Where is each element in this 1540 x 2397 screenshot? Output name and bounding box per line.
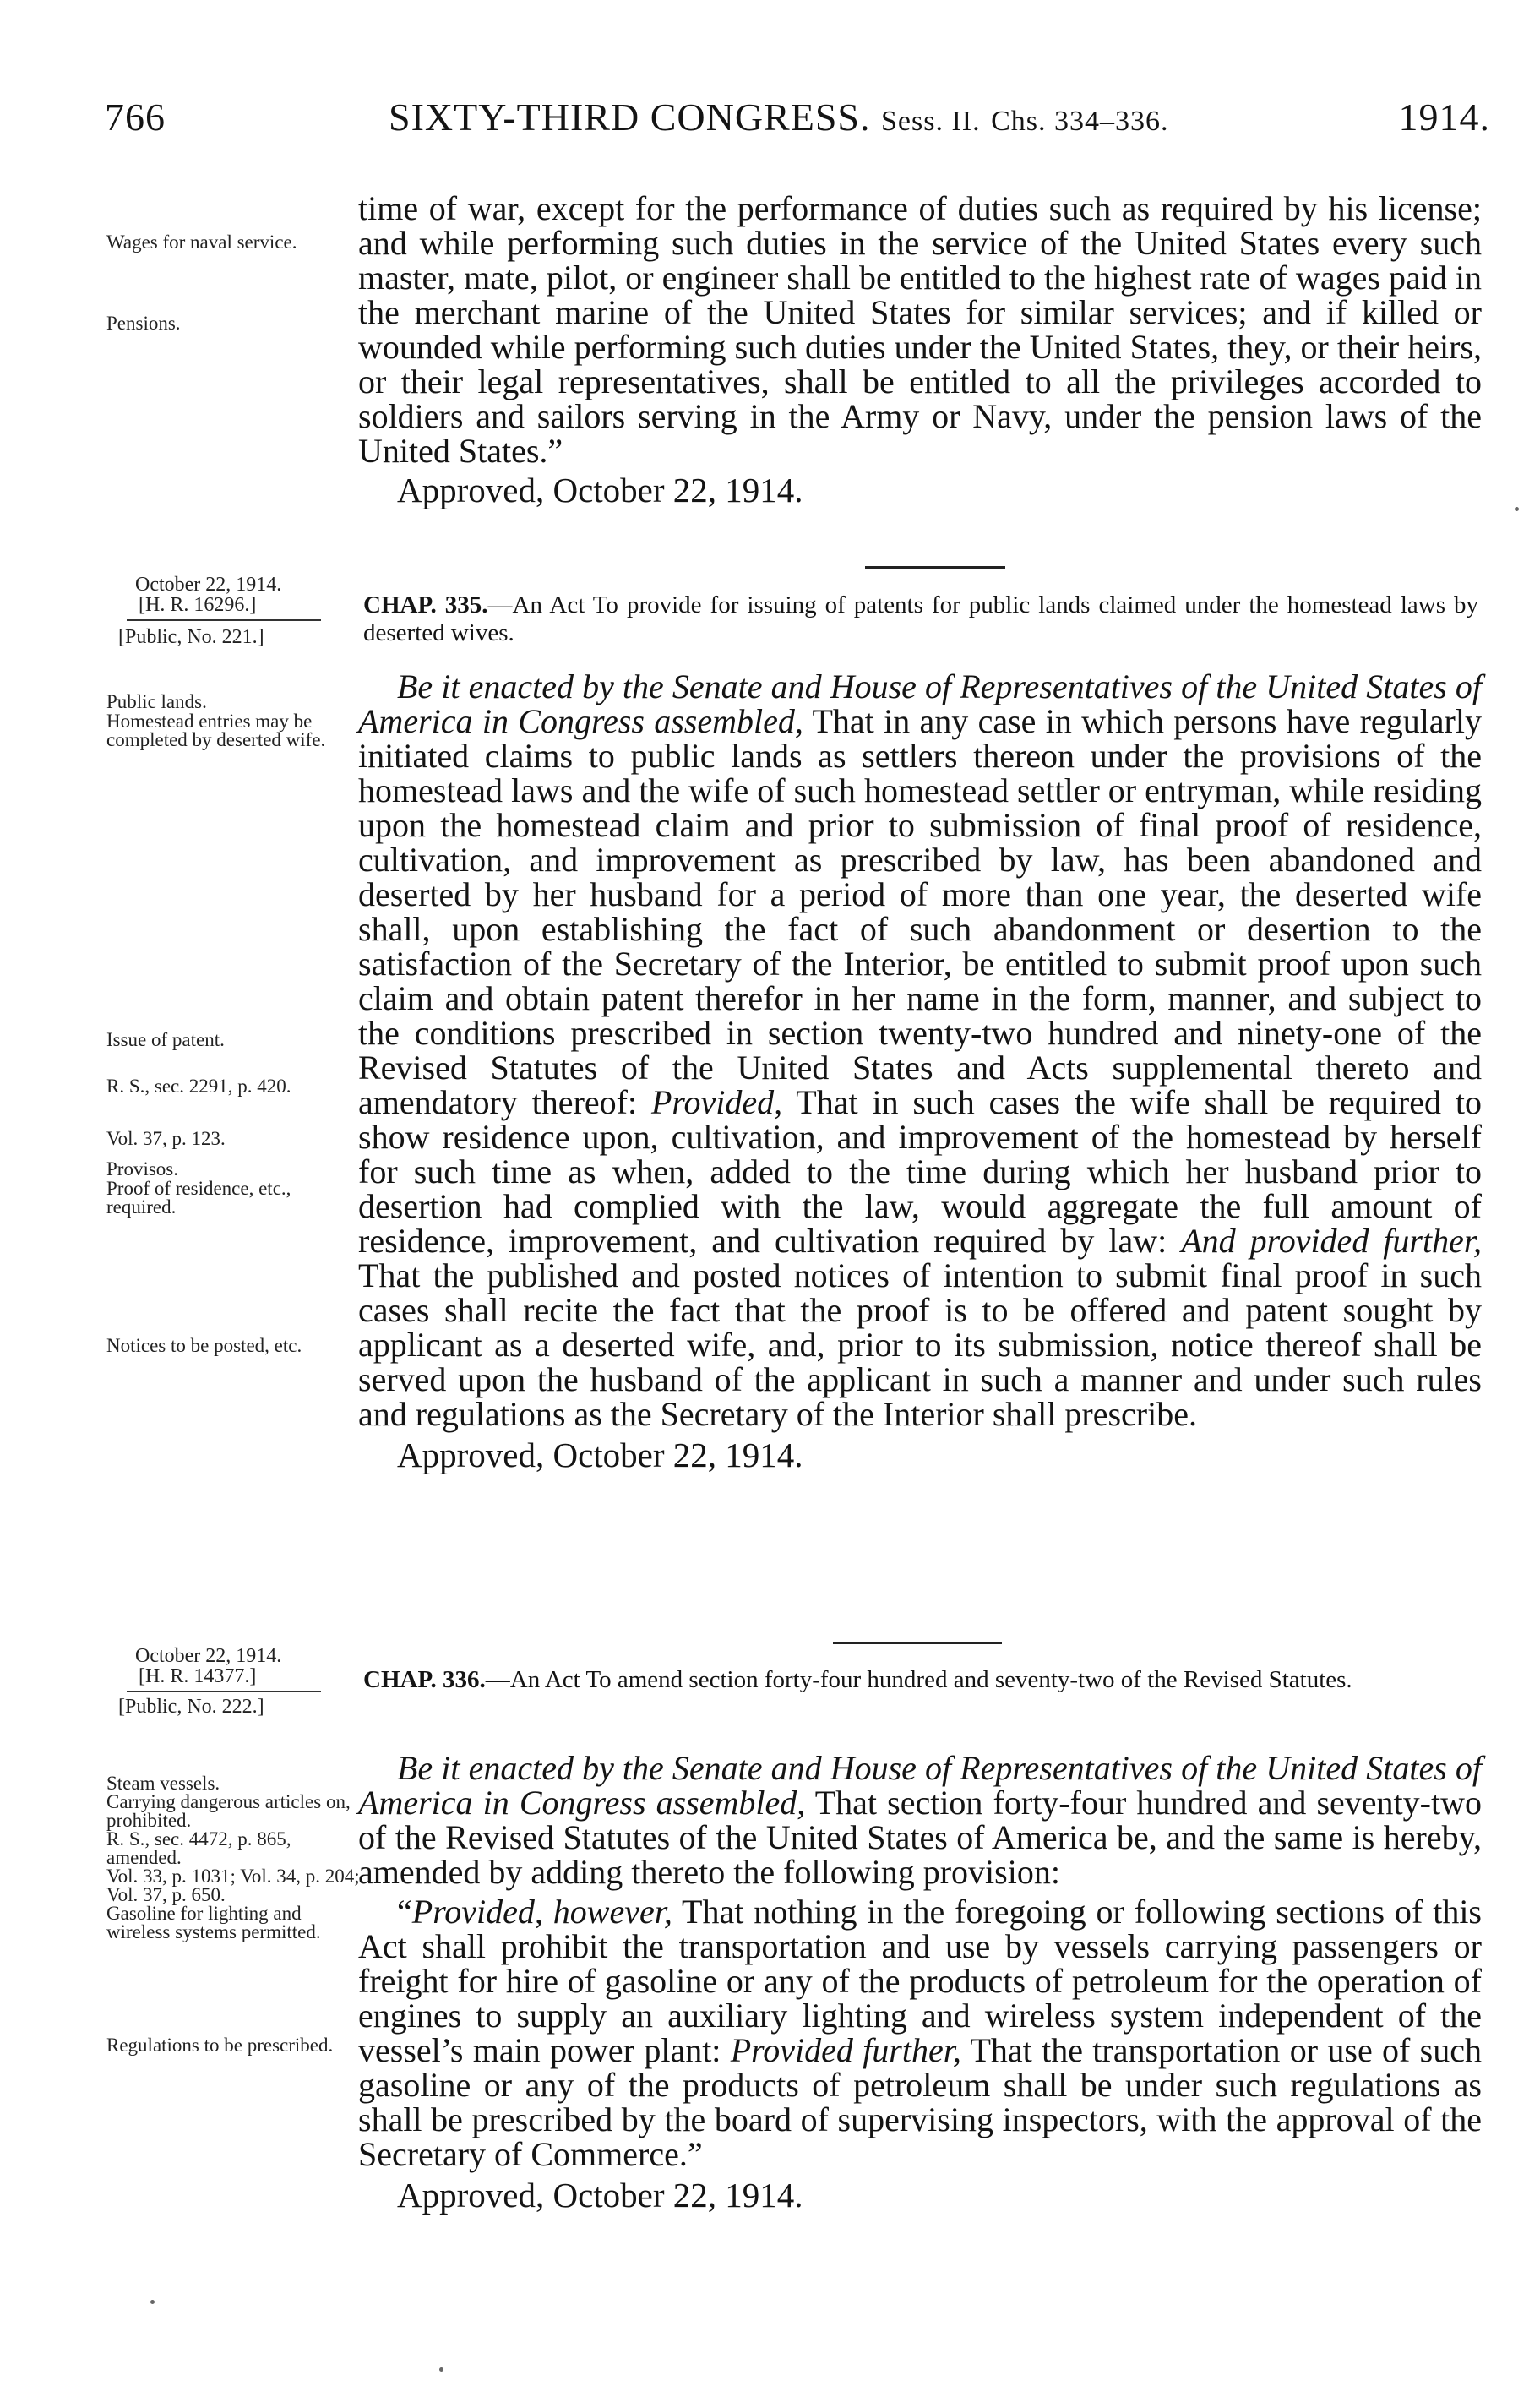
section-divider (833, 1642, 1002, 1644)
margin-note-homestead: Homestead entries may be completed by deserted wife. (106, 711, 326, 750)
running-header (105, 95, 1490, 154)
margin-note-steam-vessels: Steam vessels. (106, 1773, 220, 1794)
chapter-335-heading (363, 591, 1478, 647)
chapter-336-paragraph-1 (358, 1751, 1482, 1889)
page-number: 766 (105, 95, 166, 139)
header-year: 1914. (1398, 95, 1490, 139)
chapter-336-provided-further: Provided further, (730, 2031, 961, 2069)
chapter-336-paragraph-2 (358, 1894, 1482, 2171)
margin-note-carrying: Carrying dangerous articles on, prohibited. (106, 1791, 351, 1831)
chapter-335-bill: [H. R. 16296.] (139, 594, 257, 616)
chapter-336-enacting-clause: Be it enacted by the Senate and House of Representatives of the United States of America in Congress assembled, (358, 1749, 1482, 1822)
chapter-336-body (358, 1751, 1482, 2214)
chapter-336-body-2: That nothing in the foregoing or following sections of this Act shall prohibit the transportation and use by vessels carrying passengers or freight for hire of gasoline or any of the products of petroleum for the operation of engines to supply an auxiliary lighting and wireless system independent of the vessel’s main power plant: (358, 1893, 1482, 2069)
chapter-335-public: [Public, No. 221.] (118, 626, 264, 648)
scan-speck (150, 2300, 155, 2304)
bill-rule (127, 1691, 321, 1692)
margin-note-provisos: Provisos. (106, 1158, 178, 1179)
margin-note-regulations: Regulations to be prescribed. (106, 2035, 334, 2056)
chapter-335-provided-further: And provided further, (1181, 1222, 1482, 1260)
chapter-336-label: CHAP. 336. (363, 1666, 486, 1693)
scan-speck (1515, 507, 1519, 511)
margin-note-notices: Notices to be posted, etc. (106, 1335, 302, 1356)
margin-note-wages: Wages for naval service. (106, 232, 297, 253)
header-congress: SIXTY-THIRD CONGRESS. (389, 95, 871, 139)
chapter-335-date: October 22, 1914. (135, 574, 282, 596)
chapter-336-bill: [H. R. 14377.] (139, 1665, 257, 1687)
chapter-336-body-1: That section forty-four hundred and seventy-two of the Revised Statutes of the United States of America be, and the same is hereby, amended by adding thereto the following provision: (358, 1784, 1482, 1891)
chapter-335-approved: Approved, October 22, 1914. (397, 1435, 803, 1474)
chapter-336-quote-open: “ (397, 1893, 412, 1931)
chapter-335-body-3: That the published and posted notices of intention to submit final proof in such cases shall recite the fact that the proof is to be offered and patent sought by applicant as a deserted wife, and, prior to its submission, notice thereof shall be served upon the husband of the applicant in such a manner and under such rules and regulations as the Secretary of the Interior shall prescribe. (358, 1256, 1482, 1433)
chapter-336-provided-however: Provided, however, (411, 1893, 672, 1931)
margin-note-pensions: Pensions. (106, 313, 181, 334)
header-title (389, 95, 1169, 139)
chapter-334-tail (358, 191, 1482, 509)
margin-note-gasoline: Gasoline for lighting and wireless systems permitted. (106, 1903, 321, 1942)
scan-speck (439, 2367, 443, 2372)
margin-note-rs-2291: R. S., sec. 2291, p. 420. (106, 1076, 291, 1097)
margin-note-vols: Vol. 33, p. 1031; Vol. 34, p. 204; Vol. 37, p. 650. (106, 1866, 360, 1905)
chapter-335-provided: Provided, (650, 1083, 783, 1121)
chapter-335-label: CHAP. 335. (363, 591, 488, 618)
chapter-334-approved: Approved, October 22, 1914. (397, 471, 803, 509)
chapter-335-title: —An Act To provide for issuing of patents for public lands claimed under the homestead laws by deserted wives. (363, 591, 1478, 646)
chapter-335-body-2: That in such cases the wife shall be required to show residence upon, cultivation, and improvement of the homestead by herself for such time as when, added to the time during which her husband prior to desertion had complied with the law, would aggregate the full amount of residence, improvement, and cultivation required by law: (358, 1083, 1482, 1260)
chapter-336-title: —An Act To amend section forty-four hundred and seventy-two of the Revised Statutes. (485, 1666, 1352, 1693)
chapter-336-body-3: That the transportation or use of such gasoline or any of the products of petroleum shall be under such regulations as shall be prescribed by the board of supervising inspectors, with the approval of the Secretary of Commerce.” (358, 2031, 1482, 2173)
bill-rule (127, 619, 321, 621)
chapter-335-enacting-clause: Be it enacted by the Senate and House of Representatives of the United States of America in Congress assembled, (358, 667, 1482, 740)
chapter-335-paragraph (358, 669, 1482, 1431)
margin-note-vol-37: Vol. 37, p. 123. (106, 1128, 226, 1149)
margin-note-proof: Proof of residence, etc., required. (106, 1178, 291, 1218)
margin-note-issue-of-patent: Issue of patent. (106, 1029, 225, 1050)
chapter-336-public: [Public, No. 222.] (118, 1696, 264, 1718)
header-session: Sess. II. (880, 106, 981, 137)
header-chapters: Chs. 334–336. (991, 106, 1169, 137)
margin-note-rs-4472: R. S., sec. 4472, p. 865, amended. (106, 1828, 291, 1868)
chapter-334-text: time of war, except for the performance of duties such as required by his license; and while performing such duties in the service of the United States every such master, mate, pilot, or engineer shall be entitled to the highest rate of wages paid in the merchant marine of the United States for similar services; and if killed or wounded while performing such duties under the United States, they, or their heirs, or their legal representatives, shall be entitled to all the privileges accorded to soldiers and sailors serving in the Army or Navy, under the pension laws of the United States.” (358, 189, 1482, 470)
chapter-335-body (358, 669, 1482, 1474)
chapter-336-heading (363, 1666, 1478, 1694)
chapter-336-approved: Approved, October 22, 1914. (397, 2176, 803, 2215)
chapter-336-date: October 22, 1914. (135, 1645, 282, 1667)
section-divider (865, 566, 1005, 569)
margin-note-public-lands: Public lands. (106, 691, 207, 712)
chapter-335-body-1: That in any case in which persons have regularly initiated claims to public lands as settlers thereon under the provisions of the homestead laws and the wife of such homestead settler or entryman, while residing upon the homestead claim and prior to submission of final proof of residence, cultivation, and improvement as prescribed by law, has been abandoned and deserted by her husband for a period of more than one year, the deserted wife shall, upon establishing the fact of such abandonment or desertion to the satisfaction of the Secretary of the Interior, be entitled to submit proof upon such claim and obtain patent therefor in her name in the form, manner, and subject to the conditions prescribed in section twenty-two hundred and ninety-one of the Revised Statutes of the United States and Acts supplemental thereto and amendatory thereof: (358, 702, 1482, 1121)
